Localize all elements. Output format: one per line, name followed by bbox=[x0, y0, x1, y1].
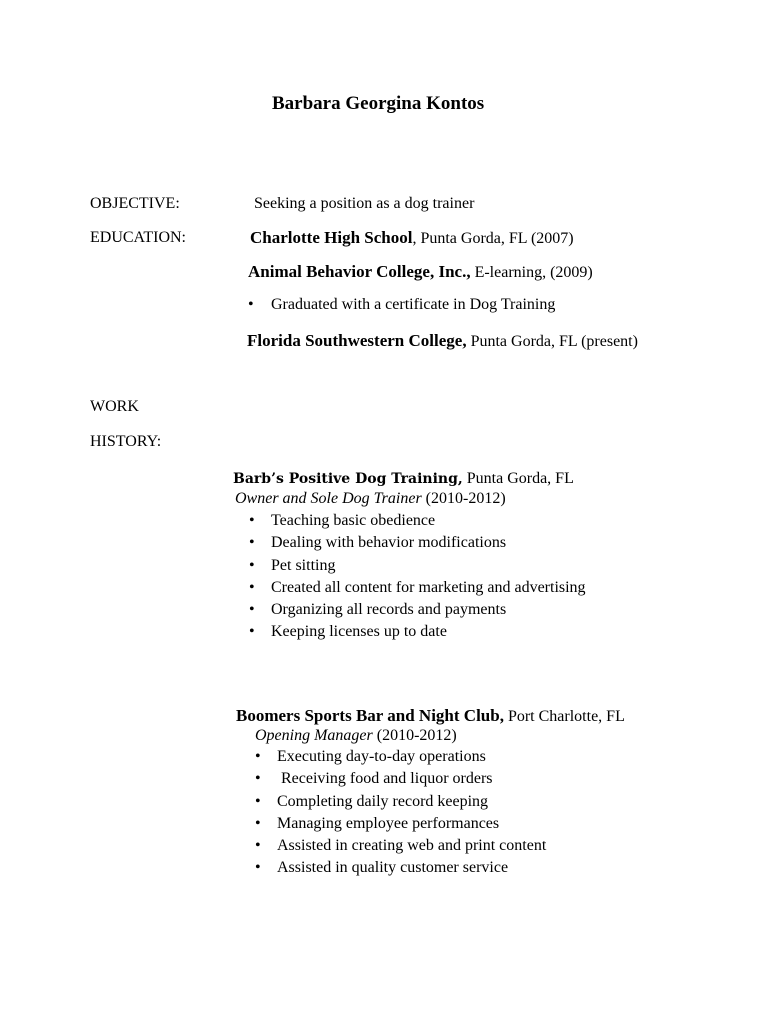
bullet-icon: • bbox=[255, 748, 261, 765]
list-item: • Organizing all records and payments bbox=[271, 599, 586, 621]
education-detail-3: Punta Gorda, FL (present) bbox=[466, 333, 638, 350]
bullet-icon: • bbox=[249, 623, 255, 641]
job-1-employer: Barb’s Positive Dog Training, bbox=[233, 471, 463, 487]
list-item: • Created all content for marketing and advertising bbox=[271, 577, 586, 599]
job-1-years: (2010-2012) bbox=[421, 490, 506, 507]
education-entry-3 bbox=[247, 330, 638, 353]
education-entry-1 bbox=[250, 227, 574, 250]
bullet-icon: • bbox=[249, 512, 255, 529]
education-school-1: Charlotte High School bbox=[250, 228, 413, 247]
education-detail-2: E-learning, (2009) bbox=[470, 264, 593, 281]
job-1-role: Owner and Sole Dog Trainer bbox=[235, 490, 422, 507]
bullet-icon: • bbox=[249, 578, 255, 596]
list-item: • Receiving food and liquor orders bbox=[277, 768, 546, 790]
job-1-header bbox=[233, 468, 574, 490]
bullet-icon: • bbox=[249, 601, 255, 619]
work-label-line1: WORK bbox=[90, 398, 139, 415]
work-label-line2: HISTORY: bbox=[90, 433, 162, 450]
bullet-icon: • bbox=[255, 837, 261, 855]
job-2-employer: Boomers Sports Bar and Night Club, bbox=[236, 706, 504, 725]
objective-text: Seeking a position as a dog trainer bbox=[254, 195, 475, 212]
bullet-icon: • bbox=[249, 556, 255, 574]
education-school-3: Florida Southwestern College, bbox=[247, 331, 467, 350]
job-2-location: Port Charlotte, FL bbox=[503, 708, 625, 725]
list-item: • Dealing with behavior modifications bbox=[271, 532, 586, 554]
list-item: • Pet sitting bbox=[271, 555, 586, 577]
job-2-years: (2010-2012) bbox=[372, 727, 457, 744]
education-label: EDUCATION: bbox=[90, 229, 186, 246]
bullet-icon: • bbox=[255, 859, 261, 877]
job-1-location: Punta Gorda, FL bbox=[462, 470, 574, 487]
list-item: • Keeping licenses up to date bbox=[271, 621, 586, 643]
list-item: • Executing day-to-day operations bbox=[277, 746, 546, 768]
list-item: • Assisted in creating web and print content bbox=[277, 835, 546, 857]
list-item: • Completing daily record keeping bbox=[277, 791, 546, 813]
education-school-2: Animal Behavior College, Inc., bbox=[248, 262, 471, 281]
bullet-icon: • bbox=[255, 814, 261, 832]
job-2-role: Opening Manager bbox=[255, 727, 373, 744]
bullet-icon: • bbox=[248, 296, 254, 313]
list-item: • Assisted in quality customer service bbox=[277, 857, 546, 879]
list-item: • Managing employee performances bbox=[277, 813, 546, 835]
list-item: • Teaching basic obedience bbox=[271, 510, 586, 532]
education-entry-2 bbox=[248, 261, 593, 284]
bullet-icon: • bbox=[255, 770, 261, 788]
objective-label: OBJECTIVE: bbox=[90, 195, 180, 212]
bullet-icon: • bbox=[249, 534, 255, 552]
education-bullet: Graduated with a certificate in Dog Training bbox=[271, 296, 556, 313]
resume-name: Barbara Georgina Kontos bbox=[272, 93, 485, 114]
job-1-role-line bbox=[235, 488, 506, 510]
education-detail-1: , Punta Gorda, FL (2007) bbox=[412, 230, 574, 247]
job-1-duties bbox=[249, 510, 586, 644]
job-2-role-line bbox=[255, 725, 457, 747]
bullet-icon: • bbox=[255, 792, 261, 810]
job-2-duties bbox=[255, 746, 547, 880]
